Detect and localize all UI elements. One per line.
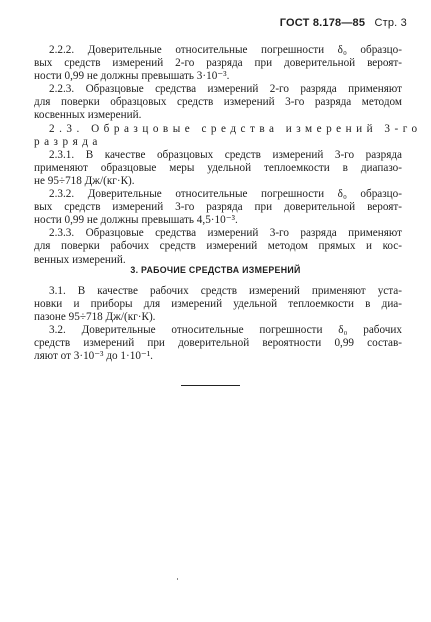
- text-line: ности 0,99 не должны превышать 3·10⁻³.: [34, 70, 230, 83]
- text-line: 2.3.3. Образцовые средства измерений 3-го разряда применяют: [49, 227, 402, 240]
- paragraph: [34, 83, 402, 122]
- scan-speck: [177, 578, 178, 580]
- text-line: косвенных измерений.: [34, 109, 142, 122]
- paragraph: [34, 227, 402, 266]
- text-line: ляют от 3·10⁻³ до 1·10⁻¹.: [34, 350, 153, 363]
- page-number: Стр. 3: [374, 17, 407, 29]
- text-line: 3.1. В качестве рабочих средств измерений применяют уста-: [49, 285, 402, 297]
- section-heading: 3. РАБОЧИЕ СРЕДСТВА ИЗМЕРЕНИЙ: [130, 265, 301, 275]
- text-line: не 95÷718 Дж/(кг·К).: [34, 174, 135, 187]
- text-line: вых средств измерений 3-го разряда при доверительной вероят-: [34, 201, 402, 214]
- end-rule: [181, 385, 240, 386]
- text-line: для поверки рабочих средств измерений методом прямых и кос-: [34, 240, 402, 253]
- paragraph: [34, 44, 402, 83]
- text-line: разряда: [34, 135, 102, 148]
- paragraph: [34, 122, 422, 149]
- text-line: ности 0,99 не должны превышать 4,5·10⁻³.: [34, 214, 238, 227]
- body-text-bottom: [34, 285, 402, 364]
- text-line: средств измерений при доверительной вероятности 0,99 состав-: [34, 337, 402, 350]
- text-line: вых средств измерений 2-го разряда при доверительной вероят-: [34, 57, 402, 70]
- text-line: 2.3. Образцовые средства измерений 3-го: [49, 122, 422, 135]
- body-text-top: [34, 44, 422, 267]
- text-line: венных измерений.: [34, 253, 126, 266]
- paragraph: [34, 285, 402, 324]
- text-line: новки и приборы для измерений удельной теплоемкости в диа-: [34, 298, 402, 311]
- paragraph: [34, 149, 402, 188]
- standard-number: ГОСТ 8.178—85: [279, 17, 366, 29]
- paragraph: [34, 188, 402, 227]
- text-line: 2.3.2. Доверительные относительные погрешности δ₀ образцо-: [49, 188, 402, 201]
- page-header: [280, 17, 407, 29]
- text-line: пазоне 95÷718 Дж/(кг·К).: [34, 311, 156, 324]
- text-line: 3.2. Доверительные относительные погрешности δ₀ рабочих: [49, 324, 402, 337]
- text-line: 2.3.1. В качестве образцовых средств измерений 3-го разряда: [49, 148, 402, 161]
- text-line: 2.2.2. Доверительные относительные погрешности δ₀ образцо-: [49, 44, 402, 56]
- text-line: для поверки образцовых средств измерений 3-го разряда методом: [34, 96, 402, 109]
- text-line: 2.2.3. Образцовые средства измерений 2-го разряда применяют: [49, 83, 402, 96]
- text-line: применяют образцовые меры удельной теплоемкости в диапазо-: [34, 161, 402, 174]
- paragraph: [34, 324, 402, 363]
